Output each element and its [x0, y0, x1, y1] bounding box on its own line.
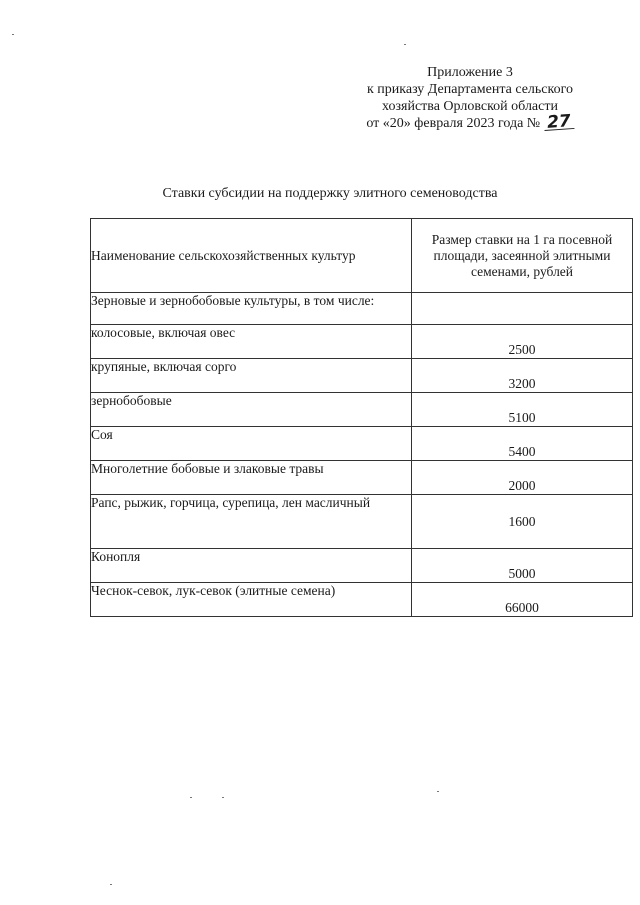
scan-speck [110, 884, 112, 885]
scan-speck [437, 791, 439, 792]
table-row [91, 495, 633, 549]
table-row [91, 325, 633, 359]
rate-cell: 5000 [412, 549, 633, 583]
crop-name-cell: Многолетние бобовые и злаковые травы [91, 461, 412, 495]
handwritten-order-number: 27 [543, 114, 574, 131]
order-date-line [340, 111, 600, 133]
scan-speck [12, 34, 14, 35]
appendix-header [340, 64, 600, 132]
rate-cell: 5400 [412, 427, 633, 461]
scan-speck [404, 44, 406, 45]
order-reference: к приказу Департамента сельского [366, 82, 574, 97]
crop-name-cell: колосовые, включая овес [91, 325, 412, 359]
scan-speck [190, 797, 192, 798]
document-title: Ставки субсидии на поддержку элитного семеноводства [162, 186, 498, 201]
table-row [91, 359, 633, 393]
crop-name-cell: Конопля [91, 549, 412, 583]
department-name: хозяйства Орловской области [382, 99, 558, 114]
crop-name-cell: Зерновые и зернобобовые культуры, в том числе: [91, 293, 412, 325]
table-row [91, 427, 633, 461]
rate-cell: 1600 [412, 495, 633, 549]
table-row [91, 461, 633, 495]
rate-cell [412, 293, 633, 325]
table-row [91, 583, 633, 617]
order-date: от «20» февраля 2023 года № [366, 116, 541, 131]
rate-cell: 2000 [412, 461, 633, 495]
table-row [91, 393, 633, 427]
crop-name-cell: Чеснок-севок, лук-севок (элитные семена) [91, 583, 412, 617]
scan-speck [222, 797, 224, 798]
crop-name-cell: крупяные, включая сорго [91, 359, 412, 393]
crop-name-cell: Рапс, рыжик, горчица, сурепица, лен масличный [91, 495, 412, 549]
appendix-label: Приложение 3 [427, 65, 513, 80]
table-header-row [91, 219, 633, 293]
table-row [91, 549, 633, 583]
rate-cell: 2500 [412, 325, 633, 359]
crop-name-cell: зернобобовые [91, 393, 412, 427]
header-rate: Размер ставки на 1 га посевной площади, засеянной элитными семенами, рублей [412, 219, 633, 293]
rate-cell: 3200 [412, 359, 633, 393]
subsidy-rates-table [90, 218, 633, 617]
table-row [91, 293, 633, 325]
rate-cell: 66000 [412, 583, 633, 617]
crop-name-cell: Соя [91, 427, 412, 461]
rate-cell: 5100 [412, 393, 633, 427]
header-crop-name: Наименование сельскохозяйственных культур [91, 219, 412, 293]
